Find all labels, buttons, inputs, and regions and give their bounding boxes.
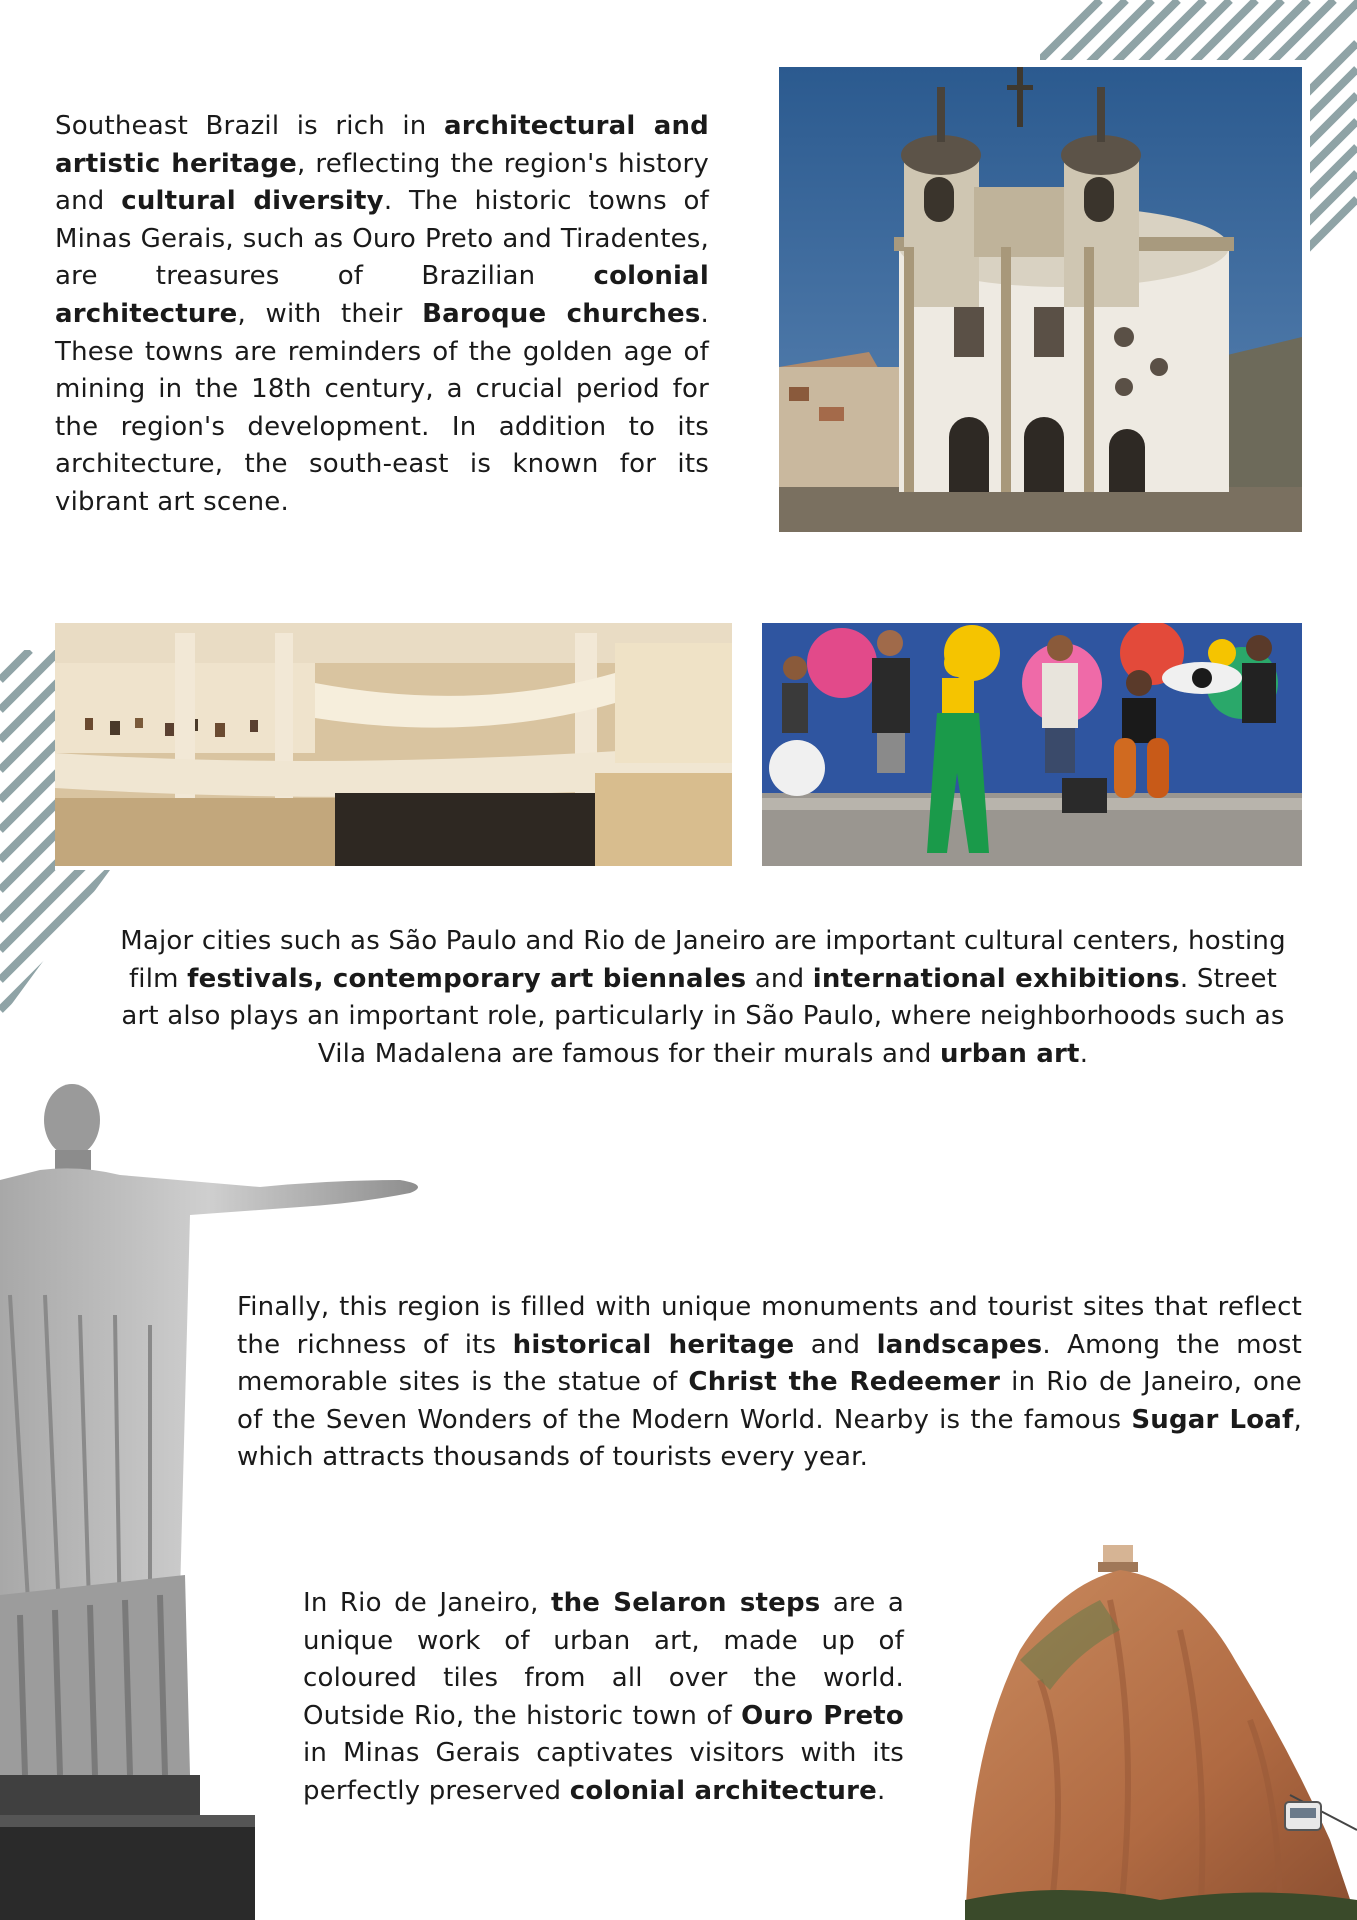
museum-interior-photo <box>55 623 732 866</box>
bold-text-span: Ouro Preto <box>741 1700 904 1731</box>
text-span: Southeast Brazil is rich in <box>55 111 444 141</box>
bold-text-span: Baroque churches <box>422 298 701 329</box>
text-span: Major cities such as São Paulo and Rio de Janeiro are important cultural centers, hosting film <box>120 926 1286 994</box>
bold-text-span: colonial architecture <box>569 1775 877 1806</box>
bold-text-span: international exhibitions <box>812 963 1180 994</box>
bold-text-span: colonial architecture <box>55 261 709 329</box>
text-span: and <box>794 1329 877 1360</box>
bold-text-span: festivals, contemporary art biennales <box>187 963 747 994</box>
baroque-church-photo <box>779 67 1302 532</box>
selaron-steps-paragraph <box>303 1585 904 1811</box>
text-span: . These towns are reminders of the golden age of mining in the 18th century, a crucial period for the region's development. In addition to its architecture, the south-east is known for its vibrant art scene. <box>55 298 709 517</box>
heritage-paragraph <box>55 108 709 522</box>
bold-text-span: historical heritage <box>512 1329 795 1360</box>
street-band-photo <box>762 623 1302 866</box>
bold-text-span: cultural diversity <box>121 186 384 217</box>
text-span: In Rio de Janeiro, <box>303 1588 551 1618</box>
bold-text-span: urban art <box>940 1038 1080 1069</box>
bold-text-span: Sugar Loaf <box>1131 1404 1294 1435</box>
bold-text-span: architectural and artistic heritage <box>55 111 709 179</box>
text-span: are a unique work of urban art, made up of coloured tiles from all over the world. Outside Rio, the historic town of <box>303 1588 904 1731</box>
bold-text-span: the Selaron steps <box>550 1588 821 1618</box>
bold-text-span: landscapes <box>876 1329 1043 1360</box>
text-span: and <box>746 963 813 994</box>
text-span: in Rio de Janeiro, one of the Seven Wonders of the Modern World. Nearby is the famous <box>237 1367 1302 1435</box>
text-span: . Among the most memorable sites is the statue of <box>237 1329 1302 1398</box>
text-span: , with their <box>237 298 423 329</box>
text-span: . <box>1079 1038 1089 1069</box>
text-span: Finally, this region is filled with unique monuments and tourist sites that reflect the richness of its <box>237 1292 1302 1360</box>
text-span: , which attracts thousands of tourists every year. <box>237 1404 1302 1473</box>
monuments-paragraph <box>237 1289 1302 1477</box>
bold-text-span: Christ the Redeemer <box>688 1367 1001 1398</box>
text-span: in Minas Gerais captivates visitors with its perfectly preserved <box>303 1738 904 1806</box>
cultural-centers-paragraph <box>118 923 1288 1073</box>
sugar-loaf-photo <box>960 1540 1357 1920</box>
text-span: . The historic towns of Minas Gerais, such as Ouro Preto and Tiradentes, are treasures of Brazilian <box>55 186 709 292</box>
text-span: , reflecting the region's history and <box>55 148 709 217</box>
text-span: . Street art also plays an important role, particularly in São Paulo, where neighborhoods such as Vila Madalena are famous for their murals and <box>121 963 1285 1069</box>
text-span: . <box>876 1775 886 1806</box>
